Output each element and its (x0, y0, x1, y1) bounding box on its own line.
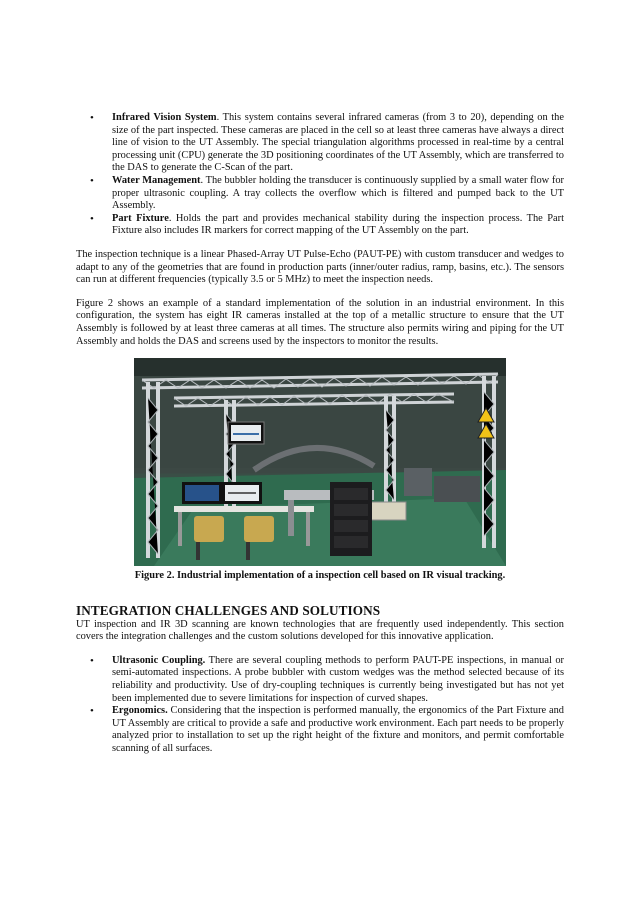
bullet-term: Infrared Vision System (112, 112, 217, 123)
paragraph-figure-description: Figure 2 shows an example of a standard implementation of the solution in an industrial environment. In this configuration, the system has eight IR cameras installed at the top of a metallic structure to ensure that the UT Assembly is followed by at least three cameras at all times. The structure also permits wiring and piping for the UT Assembly and holds the DAS and screens used by the inspectors to monitor the results. (76, 297, 564, 347)
bullet-text: . Holds the part and provides mechanical stability during the inspection process. The Part Fixture also includes IR markers for correct mapping of the UT Assembly on the part. (112, 212, 564, 237)
figure-caption: Figure 2. Industrial implementation of a inspection cell based on IR visual tracking. (134, 570, 506, 582)
paragraph-inspection-technique: The inspection technique is a linear Phased-Array UT Pulse-Echo (PAUT-PE) with custom transducer and wedges to adapt to any of the geometries that are found in production parts (inner/outer radius, ramp, basins, etc.). The sensors can run at different frequencies (typically 3.5 or 5 MHz) to meet the inspection needs. (76, 248, 564, 286)
bullet-ergonomics (76, 705, 564, 755)
bullet-list-challenges (76, 655, 564, 756)
bullet-ultrasonic-coupling (76, 655, 564, 705)
bullet-dot: • (90, 705, 94, 718)
inspection-cell-photo (134, 358, 506, 566)
inspection-cell-illustration (134, 358, 506, 566)
paragraph-integration-intro: UT inspection and IR 3D scanning are known technologies that are frequently used independently. This section covers the integration challenges and the custom solutions developed for this innovative application. (76, 618, 564, 643)
bullet-dot: • (90, 654, 94, 667)
bullet-text: . This system contains several infrared cameras (from 3 to 20), depending on the size of the part inspected. These cameras are placed in the cell so at least three cameras have always a direct line of vision to the UT Assembly. The special triangulation algorithms processed in real-time by a central processing unit (CPU) generate the 3D positioning coordinates of the UT Assembly, which are transferred to the DAS to generate the C-Scan of the part. (112, 112, 564, 174)
bullet-term: Ultrasonic Coupling. (112, 654, 206, 666)
section-heading: INTEGRATION CHALLENGES AND SOLUTIONS (76, 602, 381, 618)
bullet-infrared-vision-system (76, 112, 564, 175)
bullet-term: Ergonomics. (112, 705, 168, 717)
figure-2 (76, 358, 564, 583)
bullet-term: Part Fixture (112, 212, 169, 224)
bullet-dot: • (90, 212, 94, 225)
bullet-part-fixture (76, 213, 564, 238)
page-content (76, 112, 564, 756)
bullet-dot: • (90, 112, 94, 124)
bullet-term: Water Management (112, 174, 201, 186)
bullet-list-components (76, 112, 564, 238)
bullet-text: There are several coupling methods to perform PAUT-PE inspections, in manual or semi-automated inspections. A probe bubbler with custom wedges was the method selected because of its reliability and productivity. Use of dry-coupling techniques is currently being investigated but has not yet been implemented due to severe limitations for inspection of curved shapes. (112, 654, 565, 704)
bullet-dot: • (90, 174, 94, 187)
bullet-water-management (76, 175, 564, 213)
bullet-text: Considering that the inspection is performed manually, the ergonomics of the Part Fixture and UT Assembly are critical to provide a safe and productive work environment. Each part needs to be properly analyzed prior to installation to set up the right height of the fixture and monitors, and permit comfortable scanning of all surfaces. (112, 705, 564, 755)
bullet-text: . The bubbler holding the transducer is continuously supplied by a small water flow for proper ultrasonic coupling. A tray collects the overflow which is filtered and pumped back to the UT Assembly. (112, 174, 564, 212)
